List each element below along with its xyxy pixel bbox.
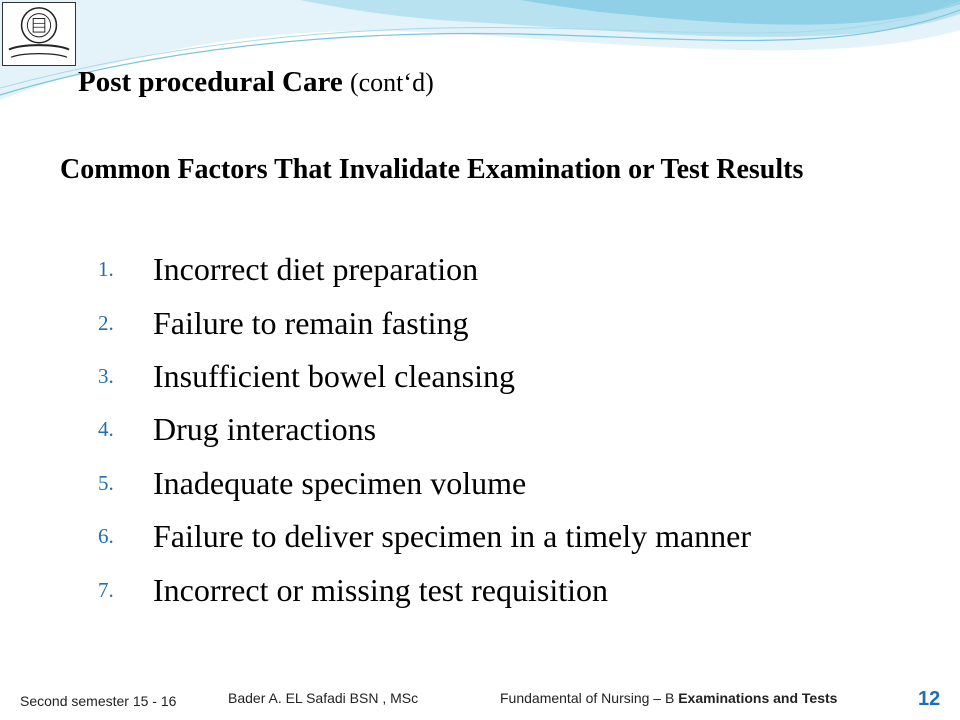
list-item-text: Incorrect or missing test requisition — [153, 571, 609, 608]
list-number: 1. — [98, 257, 114, 282]
page-number: 12 — [918, 688, 941, 710]
list-number: 7. — [98, 577, 114, 602]
footer-author: Bader A. EL Safadi BSN , MSc — [228, 690, 419, 706]
list-item — [98, 403, 751, 456]
logo-emblem-icon — [3, 3, 75, 65]
list-item-text: Failure to deliver specimen in a timely manner — [153, 518, 752, 555]
list-item-text: Inadequate specimen volume — [153, 464, 527, 501]
list-number: 6. — [98, 524, 114, 549]
slide-title — [78, 66, 434, 99]
list-item — [98, 457, 751, 510]
factor-list — [98, 243, 751, 617]
list-item — [98, 510, 751, 563]
list-number: 5. — [98, 470, 114, 495]
list-number: 4. — [98, 417, 114, 442]
list-item-text: Failure to remain fasting — [153, 304, 469, 341]
list-item-text: Drug interactions — [153, 411, 377, 448]
section-heading: Common Factors That Invalidate Examination or Test Results — [60, 154, 804, 185]
list-number: 2. — [98, 310, 114, 335]
footer-course-text: Fundamental of Nursing – B — [500, 690, 675, 706]
university-logo — [2, 2, 76, 66]
list-item — [98, 563, 751, 616]
slide-title-suffix: (cont‘d) — [349, 68, 434, 97]
list-item — [98, 296, 751, 349]
list-item — [98, 243, 751, 296]
list-item-text: Incorrect diet preparation — [153, 251, 479, 288]
list-item-text: Insufficient bowel cleansing — [153, 357, 515, 394]
list-item — [98, 350, 751, 403]
slide-title-text: Post procedural Care — [78, 66, 343, 98]
footer-course — [500, 690, 837, 706]
list-number: 3. — [98, 363, 114, 388]
footer-topic: Examinations and Tests — [678, 690, 838, 706]
footer-semester: Second semester 15 - 16 — [20, 693, 177, 709]
